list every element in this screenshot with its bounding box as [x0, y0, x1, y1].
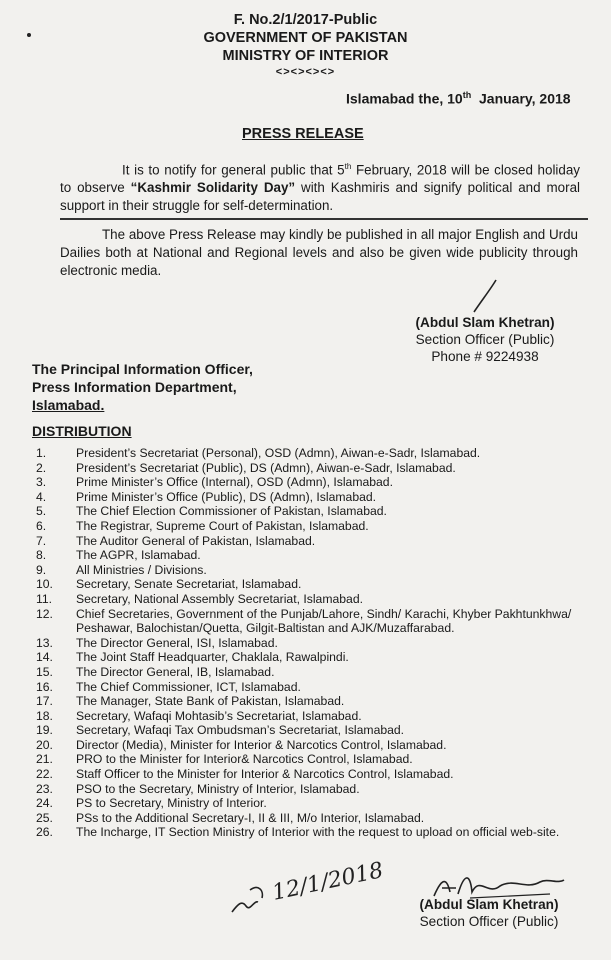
dateline: [346, 90, 571, 107]
para1-part2: February, 2018 will be closed holiday to observe: [60, 162, 580, 196]
para1-part3: with Kashmiris and signify political and moral support in their struggle for self-determination.: [60, 180, 580, 214]
handwritten-date-text: 12/1/2018: [270, 857, 386, 906]
distribution-item-text: PRO to the Minister for Interior& Narcotics Control, Islamabad.: [76, 752, 413, 767]
addressee-line1: The Principal Information Officer,: [32, 361, 253, 377]
distribution-item-number: 12.: [36, 606, 53, 621]
header-ornament: <><><><>: [275, 66, 336, 78]
distribution-item-number: 15.: [36, 664, 53, 679]
signatory-phone: Phone # 9224938: [431, 349, 539, 364]
signatory-block-bottom: [404, 896, 574, 930]
distribution-item-number: 5.: [36, 504, 47, 519]
dateline-prefix: Islamabad the, 10: [346, 90, 463, 107]
distribution-item-number: 18.: [36, 708, 53, 723]
ministry-heading: MINISTRY OF INTERIOR: [222, 48, 389, 64]
distribution-item-number: 17.: [36, 694, 53, 709]
distribution-item-text: The Director General, IB, Islamabad.: [76, 664, 275, 679]
distribution-item-text: The Incharge, IT Section Ministry of Interior with the request to upload on official web-site.: [76, 825, 560, 840]
distribution-item-text: President’s Secretariat (Public), DS (Admn), Aiwan-e-Sadr, Islamabad.: [76, 460, 456, 475]
distribution-item-number: 2.: [36, 460, 47, 475]
distribution-item-text: The Chief Commissioner, ICT, Islamabad.: [76, 679, 301, 694]
distribution-item-number: 24.: [36, 796, 53, 811]
distribution-item: [36, 534, 596, 549]
dateline-suffix: January, 2018: [471, 90, 571, 107]
distribution-item-text: PS to Secretary, Ministry of Interior.: [76, 796, 267, 811]
distribution-item: [36, 694, 596, 709]
distribution-item-text: Prime Minister’s Office (Internal), OSD (Admn), Islamabad.: [76, 475, 393, 490]
initial-stroke-mark: [470, 278, 500, 314]
distribution-item-text: Secretary, Wafaqi Tax Ombudsman’s Secretariat, Islamabad.: [76, 723, 405, 738]
addressee-line3: Islamabad.: [32, 397, 105, 413]
distribution-item-text: The Joint Staff Headquarter, Chaklala, Rawalpindi.: [76, 650, 349, 665]
distribution-item: [36, 738, 596, 753]
distribution-item-number: 14.: [36, 650, 53, 665]
distribution-item-text: Secretary, National Assembly Secretariat, Islamabad.: [76, 591, 363, 606]
para1-bold: “Kashmir Solidarity Day”: [130, 180, 296, 196]
distribution-item: [36, 636, 596, 651]
distribution-item-text: All Ministries / Divisions.: [76, 562, 207, 577]
distribution-item-number: 1.: [36, 446, 47, 460]
distribution-item-text: Prime Minister’s Office (Public), DS (Admn), Islamabad.: [76, 489, 377, 504]
distribution-list: [36, 446, 596, 840]
distribution-item: [36, 782, 596, 797]
distribution-item: [36, 563, 596, 578]
distribution-item-text: Secretary, Senate Secretariat, Islamabad.: [76, 577, 302, 592]
distribution-item-text: Staff Officer to the Minister for Interior & Narcotics Control, Islamabad.: [76, 767, 454, 782]
distribution-item-number: 9.: [36, 562, 47, 577]
distribution-item-number: 13.: [36, 635, 53, 650]
distribution-item-number: 4.: [36, 489, 47, 504]
addressee-block: [32, 360, 253, 414]
distribution-item: [36, 607, 596, 636]
distribution-item: [36, 504, 596, 519]
distribution-item-number: 16.: [36, 679, 53, 694]
publication-paragraph: [60, 226, 578, 280]
distribution-item-text: The Director General, ISI, Islamabad.: [76, 635, 278, 650]
distribution-heading: DISTRIBUTION: [32, 423, 132, 439]
distribution-item: [36, 475, 596, 490]
distribution-item-text: President’s Secretariat (Personal), OSD (Admn), Aiwan-e-Sadr, Islamabad.: [76, 446, 481, 460]
distribution-item: [36, 519, 596, 534]
distribution-item-text: The Auditor General of Pakistan, Islamabad.: [76, 533, 316, 548]
distribution-item-number: 21.: [36, 752, 53, 767]
distribution-item-text: PSO to the Secretary, Ministry of Interior, Islamabad.: [76, 781, 360, 796]
distribution-item-text: The AGPR, Islamabad.: [76, 548, 201, 563]
distribution-item: [36, 461, 596, 476]
distribution-item-number: 7.: [36, 533, 47, 548]
distribution-item-number: 10.: [36, 577, 53, 592]
divider-rule: [60, 218, 588, 220]
dateline-sup: th: [462, 90, 472, 100]
distribution-item-number: 22.: [36, 767, 53, 782]
handwritten-date-mark: [228, 857, 386, 920]
distribution-item: [36, 796, 596, 811]
distribution-item: [36, 709, 596, 724]
distribution-item-text: The Chief Election Commissioner of Pakistan, Islamabad.: [76, 504, 387, 519]
distribution-item: [36, 592, 596, 607]
distribution-item-number: 8.: [36, 548, 47, 563]
distribution-item: [36, 811, 596, 826]
distribution-item: [36, 680, 596, 695]
para1-part1: It is to notify for general public that 5: [122, 162, 345, 178]
signatory-designation: Section Officer (Public): [415, 332, 555, 347]
distribution-item: [36, 767, 596, 782]
signatory-block-top: [400, 314, 570, 365]
distribution-item: [36, 446, 596, 461]
distribution-item-number: 3.: [36, 475, 47, 490]
distribution-item-text: Director (Media), Minister for Interior & Narcotics Control, Islamabad.: [76, 737, 447, 752]
government-heading: GOVERNMENT OF PAKISTAN: [203, 30, 408, 46]
signatory-designation-bottom: Section Officer (Public): [419, 914, 559, 929]
distribution-item-text: PSs to the Additional Secretary-I, II & III, M/o Interior, Islamabad.: [76, 810, 425, 825]
distribution-item-number: 11.: [36, 591, 53, 606]
distribution-item-number: 26.: [36, 825, 53, 840]
signatory-name-bottom: (Abdul Slam Khetran): [419, 897, 559, 912]
distribution-item-text: The Registrar, Supreme Court of Pakistan, Islamabad.: [76, 518, 369, 533]
distribution-item: [36, 752, 596, 767]
distribution-item: [36, 650, 596, 665]
distribution-item: [36, 490, 596, 505]
distribution-item: [36, 723, 596, 738]
signatory-name: (Abdul Slam Khetran): [415, 315, 555, 330]
distribution-item-number: 23.: [36, 781, 53, 796]
distribution-item: [36, 548, 596, 563]
distribution-item: [36, 577, 596, 592]
distribution-item: [36, 825, 596, 840]
distribution-item-text: The Manager, State Bank of Pakistan, Islamabad.: [76, 694, 345, 709]
distribution-item-number: 20.: [36, 737, 53, 752]
distribution-item-number: 25.: [36, 810, 53, 825]
document-title: PRESS RELEASE: [242, 126, 364, 142]
addressee-line2: Press Information Department,: [32, 379, 237, 395]
distribution-item-text: Chief Secretaries, Government of the Punjab/Lahore, Sindh/ Karachi, Khyber Pakhtunkhwa/ Peshawar, Balochistan/Quetta, Gilgit-Baltistan and AJK/Muzaffarabad.: [76, 606, 572, 636]
para2-text: The above Press Release may kindly be published in all major English and Urdu Dailies both at National and Regional levels and also be given wide publicity through electronic media.: [60, 227, 578, 278]
distribution-item-text: Secretary, Wafaqi Mohtasib’s Secretariat, Islamabad.: [76, 708, 362, 723]
distribution-item-number: 19.: [36, 723, 53, 738]
distribution-item-number: 6.: [36, 518, 47, 533]
file-number: F. No.2/1/2017-Public: [233, 12, 378, 28]
notification-paragraph: [60, 158, 580, 215]
distribution-item: [36, 665, 596, 680]
para1-sup: th: [344, 162, 352, 171]
